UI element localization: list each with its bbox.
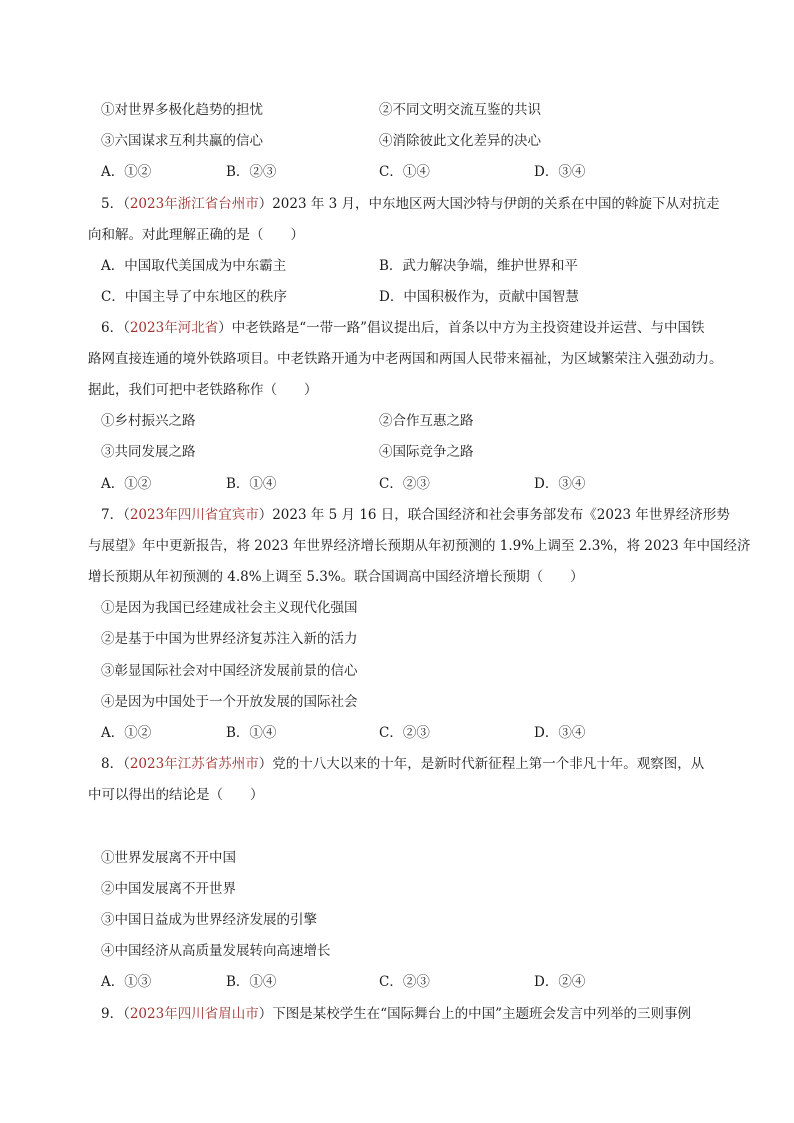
- q4-option-2: ②不同文明交流互鉴的共识: [379, 102, 541, 118]
- q8-option-1: ①世界发展离不开中国: [101, 850, 236, 866]
- question-number: 8．: [101, 756, 124, 772]
- q4-choice-b: B．②③: [226, 164, 277, 180]
- source-open-paren: （: [123, 507, 130, 523]
- q7-option-3: ③彰显国际社会对中国经济发展前景的信心: [101, 663, 358, 679]
- source-open-paren: （: [123, 756, 130, 772]
- source-open-paren: （: [123, 1006, 130, 1022]
- question-stem: 2023 年 3 月，中东地区两大国沙特与伊朗的关系在中国的斡旋下从对抗走: [272, 196, 720, 212]
- q7-option-4: ④是因为中国处于一个开放发展的国际社会: [101, 694, 358, 710]
- q8-stem-line-1: [101, 754, 704, 774]
- q8-option-4: ④中国经济从高质量发展转向高速增长: [101, 943, 331, 959]
- question-stem: 下图是某校学生在“国际舞台上的中国”主题班会发言中列举的三则事例: [272, 1006, 692, 1022]
- q6-option-1: ①乡村振兴之路: [101, 413, 196, 429]
- source-close-paren: ）: [258, 756, 273, 772]
- source-close-paren: ）: [258, 196, 273, 212]
- q5-choice-b: B．武力解决争端，维护世界和平: [379, 258, 578, 274]
- source-open-paren: （: [123, 320, 130, 336]
- q7-stem-line-2: 与展望》年中更新报告，将 2023 年世界经济增长预期从年初预测的 1.9%上调至 2.3%，将 2023 年中国经济: [88, 538, 751, 554]
- q4-choice-d: D．③④: [534, 164, 586, 180]
- q7-choice-a: A．①②: [101, 725, 152, 741]
- question-stem: 党的十八大以来的十年，是新时代新征程上第一个非凡十年。观察图，从: [272, 756, 705, 772]
- question-number: 6．: [101, 320, 124, 336]
- question-source: 2023年四川省宜宾市: [129, 507, 259, 523]
- q5-stem-line-2: 向和解。对此理解正确的是（ ）: [88, 227, 304, 243]
- q6-stem-line-3: 据此，我们可把中老铁路称作（ ）: [88, 382, 318, 398]
- q6-stem-line-1: [101, 318, 705, 338]
- q4-option-4: ④消除彼此文化差异的决心: [379, 133, 541, 149]
- question-stem: 中老铁路是“一带一路”倡议提出后，首条以中方为主投资建设并运营、与中国铁: [231, 320, 705, 336]
- question-stem: 2023 年 5 月 16 日，联合国经济和社会事务部发布《2023 年世界经济形势: [272, 507, 730, 523]
- q4-option-3: ③六国谋求互利共赢的信心: [101, 133, 263, 149]
- q4-choice-a: A．①②: [101, 164, 152, 180]
- q6-choice-b: B．①④: [226, 476, 277, 492]
- q5-choice-c: C．中国主导了中东地区的秩序: [101, 289, 287, 305]
- source-open-paren: （: [123, 196, 130, 212]
- q9-stem-line-1: [101, 1004, 691, 1024]
- q8-option-2: ②中国发展离不开世界: [101, 881, 236, 897]
- q4-choice-c: C．①④: [379, 164, 430, 180]
- q6-choice-c: C．②③: [379, 476, 430, 492]
- q8-stem-line-2: 中可以得出的结论是（ ）: [88, 787, 264, 803]
- q7-option-2: ②是基于中国为世界经济复苏注入新的活力: [101, 631, 358, 647]
- question-number: 5．: [101, 196, 124, 212]
- q6-stem-line-2: 路网直接连通的境外铁路项目。中老铁路开通为中老两国和两国人民带来福祉，为区域繁荣注入强劲动力。: [88, 351, 723, 367]
- q7-choice-d: D．③④: [534, 725, 586, 741]
- q7-option-1: ①是因为我国已经建成社会主义现代化强国: [101, 600, 358, 616]
- question-source: 2023年四川省眉山市: [129, 1006, 259, 1022]
- q8-choice-a: A．①③: [101, 974, 152, 990]
- source-close-paren: ）: [218, 320, 232, 336]
- question-number: 7．: [101, 507, 124, 523]
- q6-option-3: ③共同发展之路: [101, 444, 196, 460]
- q8-option-3: ③中国日益成为世界经济发展的引擎: [101, 912, 317, 928]
- q6-choice-a: A．①②: [101, 476, 152, 492]
- question-source: 2023年江苏省苏州市: [129, 756, 259, 772]
- source-close-paren: ）: [258, 507, 273, 523]
- q7-choice-b: B．①④: [226, 725, 277, 741]
- q7-stem-line-3: 增长预期从年初预测的 4.8%上调至 5.3%。联合国调高中国经济增长预期（ ）: [88, 569, 584, 585]
- question-source: 2023年浙江省台州市: [129, 196, 259, 212]
- q6-choice-d: D．③④: [534, 476, 586, 492]
- q7-stem-line-1: [101, 505, 730, 525]
- q8-choice-d: D．②④: [534, 974, 586, 990]
- q5-choice-a: A．中国取代美国成为中东霸主: [101, 258, 287, 274]
- source-close-paren: ）: [258, 1006, 273, 1022]
- q5-stem-line-1: [101, 194, 720, 214]
- q7-choice-c: C．②③: [379, 725, 430, 741]
- q6-option-4: ④国际竞争之路: [379, 444, 474, 460]
- question-number: 9．: [101, 1006, 124, 1022]
- q6-option-2: ②合作互惠之路: [379, 413, 474, 429]
- q8-choice-c: C．②③: [379, 974, 430, 990]
- q8-choice-b: B．①④: [226, 974, 277, 990]
- question-source: 2023年河北省: [129, 320, 219, 336]
- q5-choice-d: D．中国积极作为，贡献中国智慧: [379, 289, 579, 305]
- q4-option-1: ①对世界多极化趋势的担忧: [101, 102, 263, 118]
